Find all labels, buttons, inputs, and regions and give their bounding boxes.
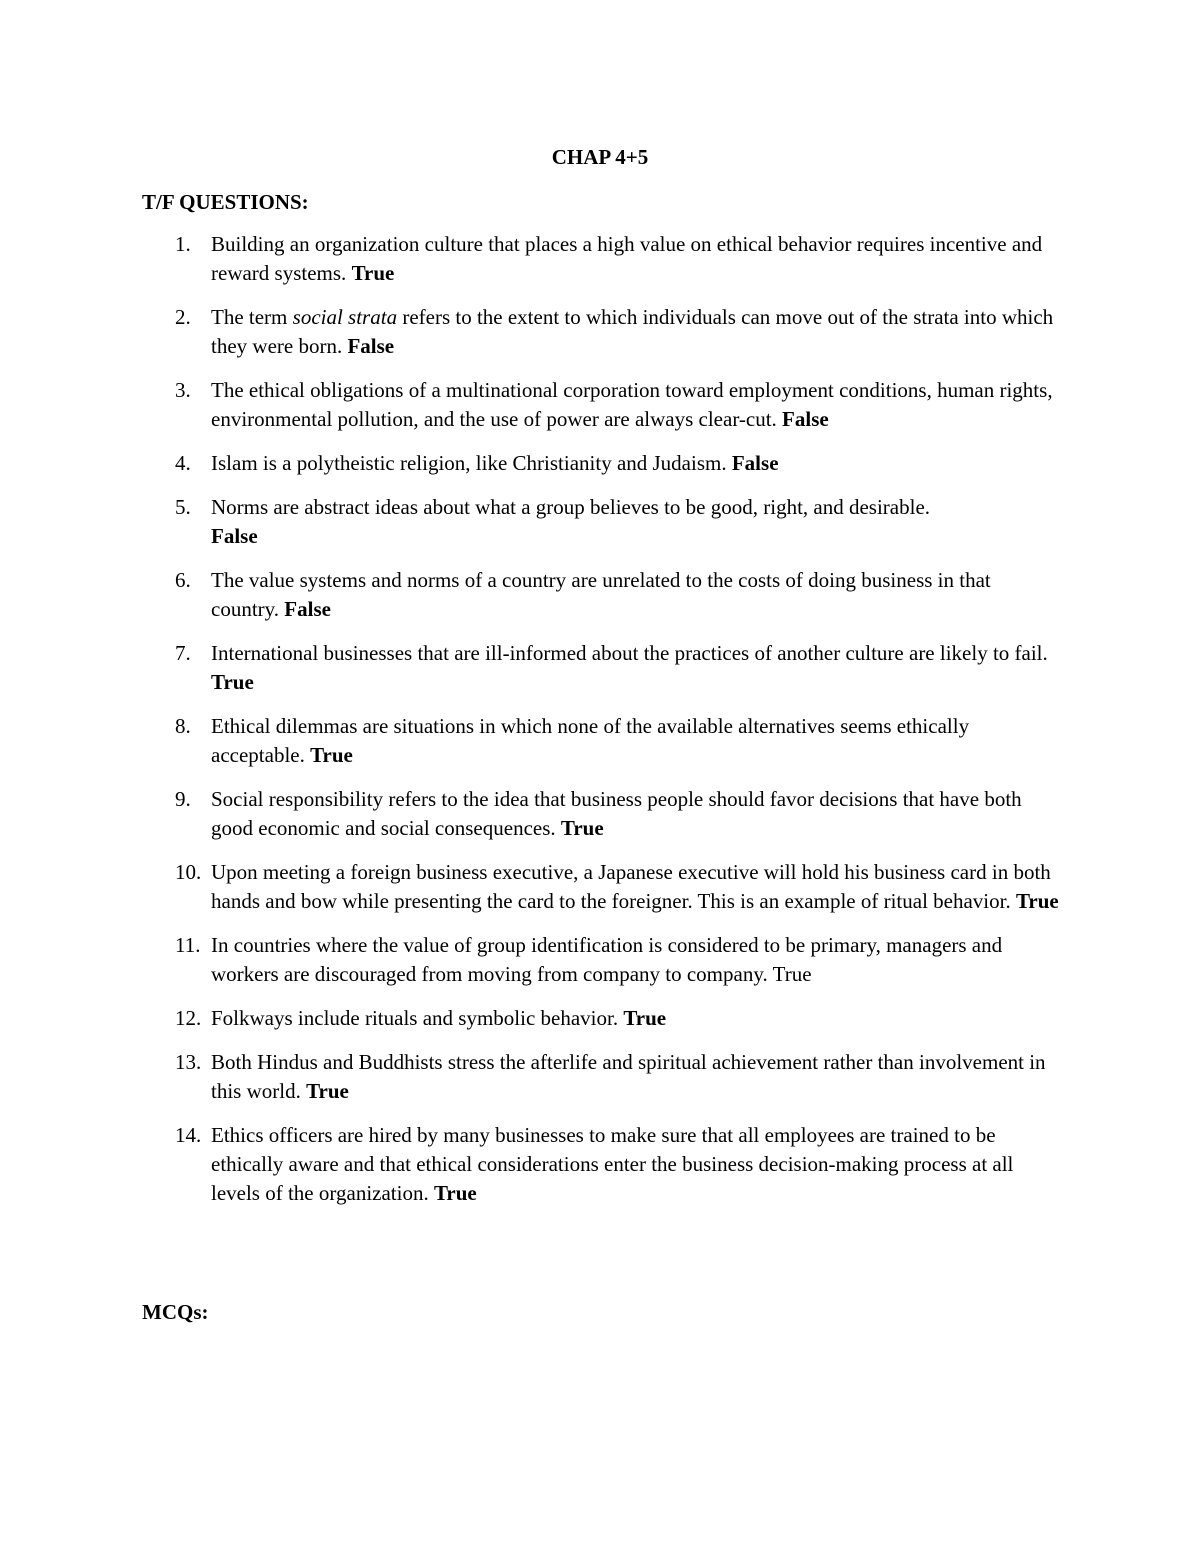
question-answer: True <box>433 1181 477 1205</box>
question-text: Folkways include rituals and symbolic behavior. <box>211 1006 619 1030</box>
question-item <box>142 376 1062 434</box>
question-answer: True <box>623 1006 667 1030</box>
question-answer: True <box>310 743 353 767</box>
question-item <box>142 303 1062 361</box>
question-term: social strata <box>292 305 398 329</box>
question-answer: True <box>351 261 395 285</box>
question-number: 9. <box>175 787 191 811</box>
question-answer: False <box>347 334 395 358</box>
question-item <box>142 493 1062 551</box>
question-number: 1. <box>175 232 191 256</box>
question-answer: True <box>772 962 812 986</box>
question-text: Building an organization culture that places a high value on ethical behavior requires incentive and reward systems. <box>211 232 1043 285</box>
question-text: The value systems and norms of a country are unrelated to the costs of doing business in that country. <box>211 568 991 621</box>
question-item <box>142 858 1062 916</box>
question-answer: True <box>1015 889 1059 913</box>
question-text: International businesses that are ill-informed about the practices of another culture are likely to fail. <box>211 641 1048 665</box>
question-number: 6. <box>175 568 191 592</box>
question-item <box>142 1004 1062 1033</box>
question-text: In countries where the value of group identification is considered to be primary, managers and workers are discouraged from moving from company to company. <box>211 933 1003 986</box>
question-number: 3. <box>175 378 191 402</box>
question-answer: False <box>211 524 258 548</box>
question-text: Social responsibility refers to the idea that business people should favor decisions that have both good economic and social consequences. <box>211 787 1022 840</box>
question-text: refers to the extent to which individuals can move out of the strata into which they were born. <box>211 305 1054 358</box>
question-text: The term <box>211 305 293 329</box>
question-answer: False <box>782 407 829 431</box>
question-number: 13. <box>175 1050 202 1074</box>
question-text: Ethics officers are hired by many businesses to make sure that all employees are trained to be ethically aware and that ethical considerations enter the business decision-making process at all levels of the organization. <box>211 1123 1014 1205</box>
question-number: 4. <box>175 451 191 475</box>
question-number: 5. <box>175 495 191 519</box>
tf-question-list <box>142 230 1062 1223</box>
tf-section-heading: T/F QUESTIONS: <box>142 190 309 214</box>
question-number: 14. <box>175 1123 202 1147</box>
question-number: 10. <box>175 860 202 884</box>
question-text: The ethical obligations of a multinational corporation toward employment conditions, human rights, environmental pollution, and the use of power are always clear-cut. <box>211 378 1053 431</box>
question-number: 11. <box>175 933 201 957</box>
question-answer: False <box>731 451 779 475</box>
question-text: Islam is a polytheistic religion, like Christianity and Judaism. <box>211 451 727 475</box>
question-item <box>142 449 1062 478</box>
question-item <box>142 1048 1062 1106</box>
question-text: Both Hindus and Buddhists stress the afterlife and spiritual achievement rather than involvement in this world. <box>211 1050 1046 1103</box>
question-answer: False <box>284 597 331 621</box>
question-text: Norms are abstract ideas about what a group believes to be good, right, and desirable. <box>211 495 931 519</box>
question-item <box>142 712 1062 770</box>
question-answer: True <box>306 1079 349 1103</box>
question-item <box>142 1121 1062 1208</box>
question-item <box>142 230 1062 288</box>
question-item <box>142 931 1062 989</box>
question-answer: True <box>211 670 254 694</box>
question-text: Ethical dilemmas are situations in which none of the available alternatives seems ethically acceptable. <box>211 714 970 767</box>
mcq-section-heading: MCQs: <box>142 1300 209 1324</box>
page-title: CHAP 4+5 <box>551 145 649 169</box>
question-number: 12. <box>175 1006 202 1030</box>
question-number: 7. <box>175 641 191 665</box>
question-answer: True <box>560 816 604 840</box>
question-number: 2. <box>175 305 191 329</box>
question-item <box>142 639 1062 697</box>
question-text: Upon meeting a foreign business executive, a Japanese executive will hold his business card in both hands and bow while presenting the card to the foreigner. This is an example of ritual behavior. <box>211 860 1051 913</box>
question-item <box>142 566 1062 624</box>
question-item <box>142 785 1062 843</box>
question-number: 8. <box>175 714 191 738</box>
